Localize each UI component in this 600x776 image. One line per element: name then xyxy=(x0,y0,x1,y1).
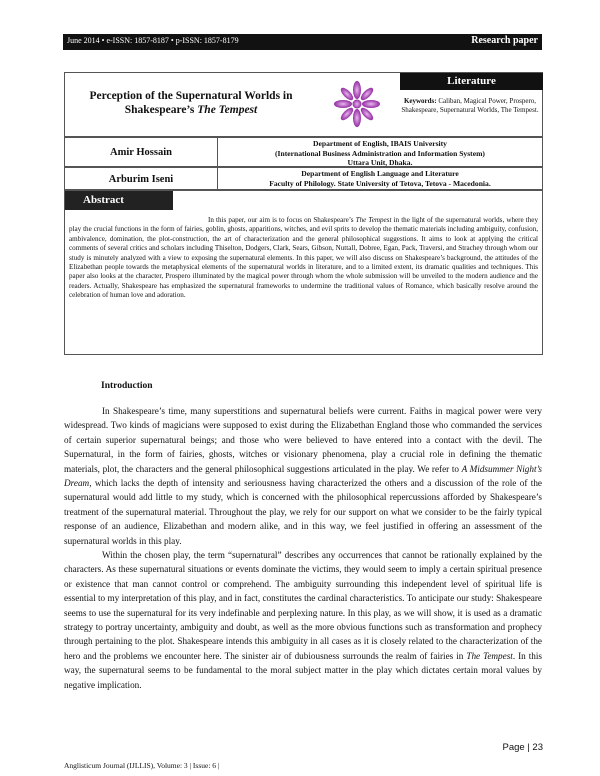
author-name: Arburim Iseni xyxy=(65,168,218,189)
abstract-label: Abstract xyxy=(65,191,173,210)
literature-badge: Literature xyxy=(400,73,543,90)
paper-type-label: Research paper xyxy=(471,35,538,46)
affiliation-line: Uttara Unit, Dhaka. xyxy=(347,158,413,167)
affiliation-line: Faculty of Philology. State University of Tetova, Tetova - Macedonia. xyxy=(269,178,491,188)
paper-title xyxy=(73,89,309,117)
title-line-2-italic: The Tempest xyxy=(197,104,258,116)
title-box xyxy=(64,72,543,137)
journal-header-bar xyxy=(63,34,542,50)
journal-footer: Anglisticum Journal (IJLLIS), Volume: 3 | Issue: 6 | xyxy=(64,761,220,770)
affiliation-line: Department of English, IBAIS University xyxy=(313,139,447,148)
abstract-box xyxy=(64,190,543,355)
issn-line: June 2014 • e-ISSN: 1857-8187 • p-ISSN: 1857-8179 xyxy=(67,36,239,45)
keywords-text: Caliban, Magical Power, Prospero, Shakespeare, Supernatural Worlds, The Tempest. xyxy=(401,97,539,114)
affiliation-line: (International Business Administration and Information System) xyxy=(275,148,485,158)
journal-logo-icon xyxy=(333,81,381,127)
author-affiliation xyxy=(218,138,542,168)
title-line-1: Perception of the Supernatural Worlds in xyxy=(89,90,293,102)
section-heading: Introduction xyxy=(101,381,153,391)
keywords-label: Keywords: xyxy=(403,97,437,105)
author-name: Amir Hossain xyxy=(65,138,218,166)
title-line-2-prefix: Shakespeare’s xyxy=(124,104,198,116)
abstract-text: In this paper, our aim is to focus on Shakespeare’s The Tempest in the light of the supernatural worlds, where they play the crucial functions in the form of fairies, goblin, ghosts, apparitions, witches, and evil sprits to develop the thematic materials including ambiguity, confusion, ambivalence, domination, the plot-construction, the art of characterization and the general philosophical suggestions. It aims to look at applying the critical comments of several critics and scholars including Thiselton, Dodgers, Clark, Sears, Gibson, Nuttall, Dobree, Egan, Pack, Traversi, and Strachey through whom our study is minutely analyzed with a view to exposing the supernatural elements. In this paper, we will also discuss on Shakespeare’s background, the attitudes of the Elizabethan people towards the metaphysical elements of the supernatural worlds in literature, and to a limited extent, its dramatic qualities and techniques. This paper also looks at the character, Prospero illuminated by the magical power through whom the whole submission will be unveiled to the modern audience and the readers. Actually, Shakespeare has emphasized the supernatural frameworks to undermine the traditional values of Romance, which basically resolve around the celebration of human love and adoration. xyxy=(69,216,539,300)
body-paragraph-1: In Shakespeare’s time, many superstitions and supernatural beliefs were current. Faiths in magical power were very widespread. Two kinds of magicians were supposed to exist during the Elizabethan England those who commanded the services of certain superior supernatural beings; and those who were believed to have entered into a contact with the devil. The Supernatural, in the form of fairies, ghosts, witches or visionary phenomena, play a crucial role in defining the thematic materials, plot, the characters and the general philosophical suggestions articulated in the play. We refer to A Midsummer Night’s Dream, which lacks the depth of intensity and seriousness having characterized the others and a discussion of the role of the supernatural would add little to my study, which is concerned with the philosophical repercussions afforded by Shakespeare’s treatment of the supernatural material. Throughout the play, we rely for our support on what we consider to be the fairly typical response of an audience, Elizabethan and modern alike, and in this way, we feel justified in offering an assessment of the supernatural worlds in this play. xyxy=(64,406,542,546)
keywords xyxy=(401,97,539,115)
author-row-1 xyxy=(64,137,543,167)
affiliation-line: Department of English Language and Literature xyxy=(301,169,459,178)
body-paragraph-2: Within the chosen play, the term “supernatural” describes any occurrences that cannot be rationally explained by the characters. As these supernatural situations or events dominate the victims, they would seem to imply a certain spiritual presence or existence that man cannot control or comprehend. The ambiguity surrounding this independent level of spiritual life is essential to my interpretation of this play, and in fact, constitutes the cardinal characteristics. To anticipate our study: Shakespeare seems to use the supernatural for its very indefinable and perplexing nature. In this play, as we will show, it is used as a dramatic strategy to portray uncertainty, ambiguity and doubt, as well as the more obvious functions such as transformation and prophecy through pertaining to the plot. Shakespeare intends this ambiguity in all cases as it is closely related to the characterization of the hero and the problems we encounter here. The sinister air of dubiousness surrounds the realm of fairies in The Tempest. In this way, the supernatural seems to be fundamental to the moral subject matter in the play which dictates certain moral values by negative implication. xyxy=(64,550,542,690)
author-row-2 xyxy=(64,167,543,190)
author-affiliation xyxy=(218,168,542,188)
page-number: Page | 23 xyxy=(502,742,543,753)
